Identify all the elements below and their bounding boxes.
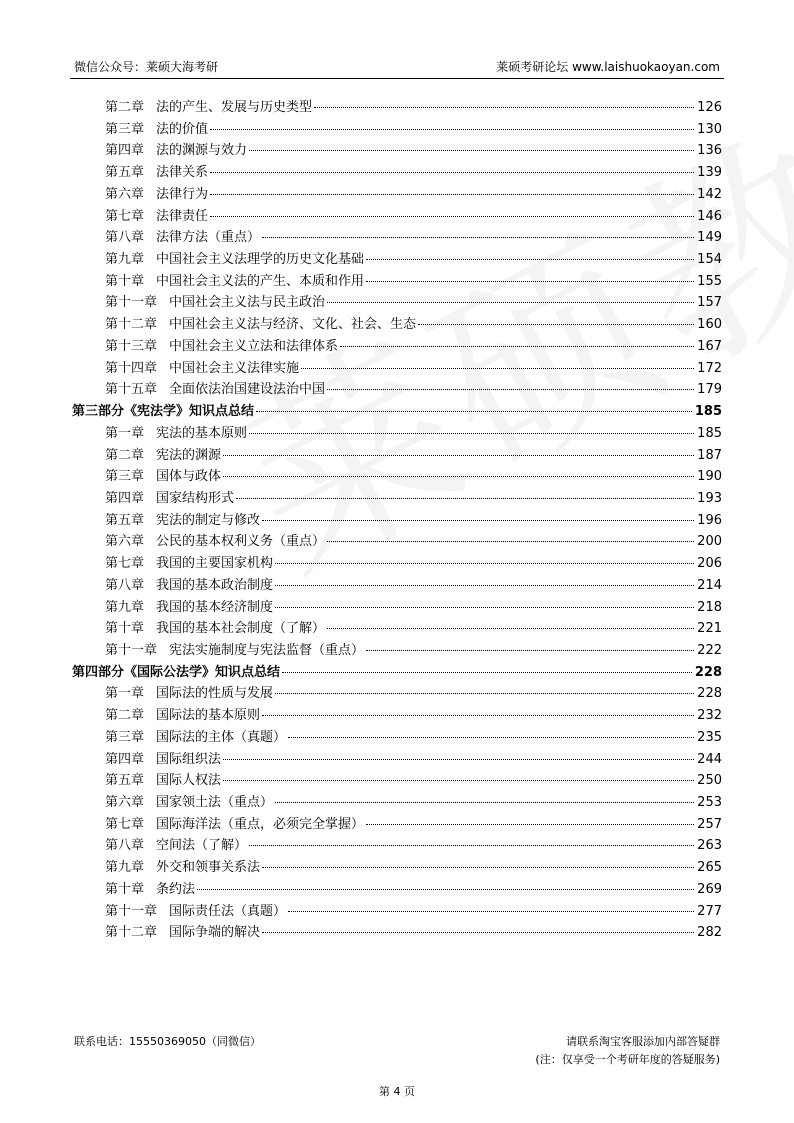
toc-entry-title: 中国社会主义法理学的历史文化基础	[156, 252, 365, 268]
toc-entry-title: 国家领土法（重点）	[156, 795, 274, 810]
toc-chapter-entry[interactable]	[72, 97, 722, 119]
toc-chapter-entry[interactable]	[72, 727, 722, 749]
toc-entry-title: 国际法的性质与发展	[156, 686, 274, 702]
toc-chapter-entry[interactable]	[72, 835, 722, 857]
toc-entry-page: 126	[697, 100, 722, 115]
toc-entry-number: 第九章	[105, 860, 145, 876]
toc-entry-title: 国家结构形式	[156, 490, 235, 506]
toc-entry-number: 第三部分	[72, 404, 125, 420]
toc-entry-number: 第二章	[105, 100, 145, 115]
toc-dot-leader	[256, 411, 692, 412]
toc-chapter-entry[interactable]	[72, 379, 722, 401]
toc-dot-leader	[275, 802, 694, 803]
toc-entry-title: 法的渊源与效力	[156, 143, 248, 159]
toc-chapter-entry[interactable]	[72, 749, 722, 771]
toc-entry-number: 第十章	[105, 881, 145, 897]
toc-entry-page: 179	[697, 382, 722, 398]
toc-chapter-entry[interactable]	[72, 901, 722, 923]
toc-entry-number: 第一章	[105, 686, 145, 702]
toc-entry-title: 我国的基本政治制度	[156, 577, 274, 593]
toc-entry-number: 第五章	[105, 165, 145, 181]
toc-entry-number: 第一章	[105, 425, 145, 441]
toc-entry-page: 190	[697, 469, 722, 485]
toc-entry-page: 130	[697, 121, 722, 137]
toc-entry-number: 第八章	[105, 230, 145, 246]
toc-chapter-entry[interactable]	[72, 531, 722, 553]
toc-entry-number: 第六章	[105, 795, 145, 810]
toc-dot-leader	[262, 867, 694, 868]
toc-chapter-entry[interactable]	[72, 922, 722, 944]
toc-entry-page: 228	[694, 664, 722, 680]
toc-entry-page: 139	[697, 165, 722, 181]
toc-entry-number: 第四章	[105, 751, 145, 767]
toc-dot-leader	[275, 563, 694, 564]
toc-chapter-entry[interactable]	[72, 336, 722, 358]
toc-entry-title: 空间法（了解）	[156, 838, 248, 854]
toc-chapter-entry[interactable]	[72, 249, 722, 271]
toc-entry-page: 149	[697, 230, 722, 246]
toc-dot-leader	[275, 585, 694, 586]
toc-entry-page: 187	[697, 447, 722, 463]
toc-entry-page: 185	[694, 404, 722, 420]
toc-entry-page: 257	[697, 816, 722, 832]
toc-dot-leader	[223, 455, 694, 456]
toc-dot-leader	[249, 845, 694, 846]
toc-entry-title: 法律责任	[156, 208, 209, 224]
toc-entry-page: 200	[697, 534, 722, 550]
toc-entry-number: 第七章	[105, 208, 145, 224]
toc-entry-title: 宪法的基本原则	[156, 425, 248, 441]
toc-entry-title: 宪法实施制度与宪法监督（重点）	[169, 642, 365, 658]
header-left-text: 微信公众号：莱硕大海考研	[74, 60, 219, 74]
toc-dot-leader	[288, 911, 694, 912]
toc-chapter-entry[interactable]	[72, 488, 722, 510]
toc-entry-page: 282	[697, 925, 722, 941]
toc-dot-leader	[236, 498, 694, 499]
toc-chapter-entry[interactable]	[72, 292, 722, 314]
toc-entry-number: 第三章	[105, 469, 145, 485]
toc-dot-leader	[314, 107, 694, 108]
toc-chapter-entry[interactable]	[72, 814, 722, 836]
toc-dot-leader	[366, 650, 694, 651]
toc-dot-leader	[223, 476, 694, 477]
toc-entry-title: 中国社会主义法的产生、本质和作用	[156, 273, 365, 289]
toc-chapter-entry[interactable]	[72, 227, 722, 249]
toc-entry-title: 我国的基本经济制度	[156, 599, 274, 615]
toc-dot-leader	[223, 759, 694, 760]
toc-dot-leader	[249, 150, 694, 151]
toc-entry-title: 宪法的制定与修改	[156, 512, 261, 528]
toc-chapter-entry[interactable]	[72, 857, 722, 879]
toc-dot-leader	[210, 172, 694, 173]
toc-entry-title: 中国社会主义法与民主政治	[169, 295, 326, 311]
toc-entry-page: 232	[697, 708, 722, 724]
toc-dot-leader	[262, 715, 694, 716]
toc-dot-leader	[249, 433, 694, 434]
toc-entry-page: 277	[697, 903, 722, 919]
toc-dot-leader	[288, 737, 694, 738]
toc-entry-title: 全面依法治国建设法治中国	[169, 382, 326, 398]
toc-entry-title: 国际组织法	[156, 751, 222, 767]
toc-entry-page: 265	[697, 860, 722, 876]
toc-dot-leader	[210, 129, 694, 130]
toc-dot-leader	[275, 693, 694, 694]
toc-entry-number: 第四章	[105, 143, 145, 159]
toc-dot-leader	[327, 541, 694, 542]
toc-entry-title: 中国社会主义立法和法律体系	[169, 338, 339, 354]
toc-entry-page: 221	[697, 621, 722, 637]
toc-entry-page: 172	[697, 360, 722, 376]
toc-chapter-entry[interactable]	[72, 466, 722, 488]
toc-entry-number: 第六章	[105, 534, 145, 550]
toc-entry-page: 193	[697, 490, 722, 506]
toc-chapter-entry[interactable]	[72, 683, 722, 705]
footer-note-2: (注：仅享受一个考研年度的答疑服务)	[535, 1053, 720, 1066]
header-divider	[70, 78, 724, 79]
toc-entry-number: 第十章	[105, 621, 145, 637]
toc-entry-page: 235	[697, 729, 722, 745]
toc-entry-page: 244	[697, 751, 722, 767]
toc-entry-page: 185	[697, 425, 722, 441]
toc-entry-number: 第六章	[105, 186, 145, 202]
toc-entry-number: 第七章	[105, 816, 145, 832]
toc-chapter-entry[interactable]	[72, 206, 722, 228]
toc-entry-title: 国体与政体	[156, 469, 222, 485]
toc-entry-title: 我国的主要国家机构	[156, 556, 274, 572]
toc-chapter-entry[interactable]	[72, 314, 722, 336]
toc-entry-title: 宪法的渊源	[156, 447, 222, 463]
toc-dot-leader	[223, 780, 694, 781]
toc-entry-page: 142	[697, 186, 722, 202]
toc-part-entry[interactable]	[72, 662, 722, 684]
toc-entry-number: 第五章	[105, 773, 145, 789]
header-right-text: 莱硕考研论坛 www.laishuokaoyan.com	[496, 60, 720, 74]
toc-dot-leader	[275, 607, 694, 608]
toc-dot-leader	[340, 346, 694, 347]
footer-note-1: 请联系淘宝客服添加内部答疑群	[566, 1035, 720, 1048]
toc-dot-leader	[301, 368, 694, 369]
toc-entry-number: 第九章	[105, 599, 145, 615]
toc-dot-leader	[327, 389, 694, 390]
toc-chapter-entry[interactable]	[72, 271, 722, 293]
toc-chapter-entry[interactable]	[72, 575, 722, 597]
toc-entry-title: 国际争端的解决	[169, 925, 261, 941]
toc-entry-number: 第九章	[105, 252, 145, 268]
toc-entry-number: 第四部分	[72, 664, 125, 680]
toc-dot-leader	[262, 932, 694, 933]
toc-entry-title: 中国社会主义法律实施	[169, 360, 300, 376]
toc-entry-page: 253	[697, 795, 722, 810]
toc-entry-number: 第十一章	[105, 642, 158, 658]
toc-entry-number: 第二章	[105, 447, 145, 463]
toc-entry-page: 154	[697, 252, 722, 268]
toc-chapter-entry[interactable]	[72, 553, 722, 575]
toc-dot-leader	[197, 889, 694, 890]
toc-chapter-entry[interactable]	[72, 879, 722, 901]
toc-entry-page: 218	[697, 599, 722, 615]
toc-entry-page: 136	[697, 143, 722, 159]
toc-entry-title: 法律方法（重点）	[156, 230, 261, 246]
toc-entry-title: 中国社会主义法与经济、文化、社会、生态	[169, 317, 417, 333]
toc-chapter-entry[interactable]	[72, 162, 722, 184]
toc-dot-leader	[210, 216, 694, 217]
toc-chapter-entry[interactable]	[72, 597, 722, 619]
toc-dot-leader	[327, 302, 694, 303]
toc-entry-number: 第十二章	[105, 317, 158, 333]
toc-entry-number: 第十一章	[105, 295, 158, 311]
toc-entry-page: 263	[697, 838, 722, 854]
toc-entry-number: 第八章	[105, 838, 145, 854]
toc-entry-title: 《国际公法学》知识点总结	[124, 664, 281, 680]
toc-chapter-entry[interactable]	[72, 618, 722, 640]
toc-entry-number: 第十二章	[105, 925, 158, 941]
toc-entry-page: 269	[697, 881, 722, 897]
toc-dot-leader	[418, 324, 694, 325]
toc-entry-page: 155	[697, 273, 722, 289]
toc-entry-title: 国际法的基本原则	[156, 708, 261, 724]
toc-entry-page: 146	[697, 208, 722, 224]
toc-entry-number: 第三章	[105, 121, 145, 137]
toc-chapter-entry[interactable]	[72, 445, 722, 467]
toc-entry-number: 第十四章	[105, 360, 158, 376]
toc-entry-number: 第二章	[105, 708, 145, 724]
toc-entry-number: 第十五章	[105, 382, 158, 398]
toc-entry-number: 第三章	[105, 729, 145, 745]
toc-entry-title: 我国的基本社会制度（了解）	[156, 621, 326, 637]
toc-entry-title: 公民的基本权利义务（重点）	[156, 534, 326, 550]
toc-dot-leader	[282, 672, 692, 673]
toc-entry-page: 206	[697, 556, 722, 572]
toc-entry-number: 第四章	[105, 490, 145, 506]
toc-entry-number: 第七章	[105, 556, 145, 572]
toc-entry-title: 外交和领事关系法	[156, 860, 261, 876]
toc-dot-leader	[366, 281, 694, 282]
toc-entry-title: 国际人权法	[156, 773, 222, 789]
toc-entry-number: 第五章	[105, 512, 145, 528]
table-of-contents	[72, 97, 722, 944]
toc-dot-leader	[366, 824, 694, 825]
toc-entry-title: 法的产生、发展与历史类型	[156, 100, 313, 115]
toc-entry-number: 第十一章	[105, 903, 158, 919]
toc-chapter-entry[interactable]	[72, 705, 722, 727]
toc-dot-leader	[262, 237, 694, 238]
toc-entry-page: 214	[697, 577, 722, 593]
toc-entry-page: 167	[697, 338, 722, 354]
toc-entry-title: 法律关系	[156, 165, 209, 181]
toc-chapter-entry[interactable]	[72, 640, 722, 662]
toc-entry-number: 第十章	[105, 273, 145, 289]
toc-entry-page: 160	[697, 317, 722, 333]
toc-chapter-entry[interactable]	[72, 119, 722, 141]
toc-entry-title: 国际海洋法（重点，必须完全掌握）	[156, 816, 365, 832]
toc-dot-leader	[366, 259, 694, 260]
toc-dot-leader	[262, 520, 694, 521]
toc-entry-page: 250	[697, 773, 722, 789]
toc-chapter-entry[interactable]	[72, 423, 722, 445]
toc-entry-number: 第十三章	[105, 338, 158, 354]
toc-entry-page: 222	[697, 642, 722, 658]
toc-chapter-entry[interactable]	[72, 510, 722, 532]
toc-chapter-entry[interactable]	[72, 358, 722, 380]
toc-chapter-entry[interactable]	[72, 140, 722, 162]
toc-entry-title: 法的价值	[156, 121, 209, 137]
page-number: 第 4 页	[379, 1085, 415, 1098]
toc-entry-title: 国际责任法（真题）	[169, 903, 287, 919]
toc-entry-title: 法律行为	[156, 186, 209, 202]
toc-entry-number: 第八章	[105, 577, 145, 593]
toc-dot-leader	[327, 628, 694, 629]
toc-entry-title: 《宪法学》知识点总结	[124, 404, 255, 420]
toc-chapter-entry[interactable]	[72, 770, 722, 792]
toc-chapter-entry[interactable]	[72, 792, 722, 814]
toc-part-entry[interactable]	[72, 401, 722, 423]
toc-dot-leader	[210, 194, 694, 195]
toc-chapter-entry[interactable]	[72, 184, 722, 206]
footer-contact: 联系电话：15550369050（同微信）	[74, 1035, 261, 1048]
toc-entry-page: 157	[697, 295, 722, 311]
toc-entry-page: 228	[697, 686, 722, 702]
toc-entry-page: 196	[697, 512, 722, 528]
toc-entry-title: 条约法	[156, 881, 196, 897]
toc-entry-title: 国际法的主体（真题）	[156, 729, 287, 745]
